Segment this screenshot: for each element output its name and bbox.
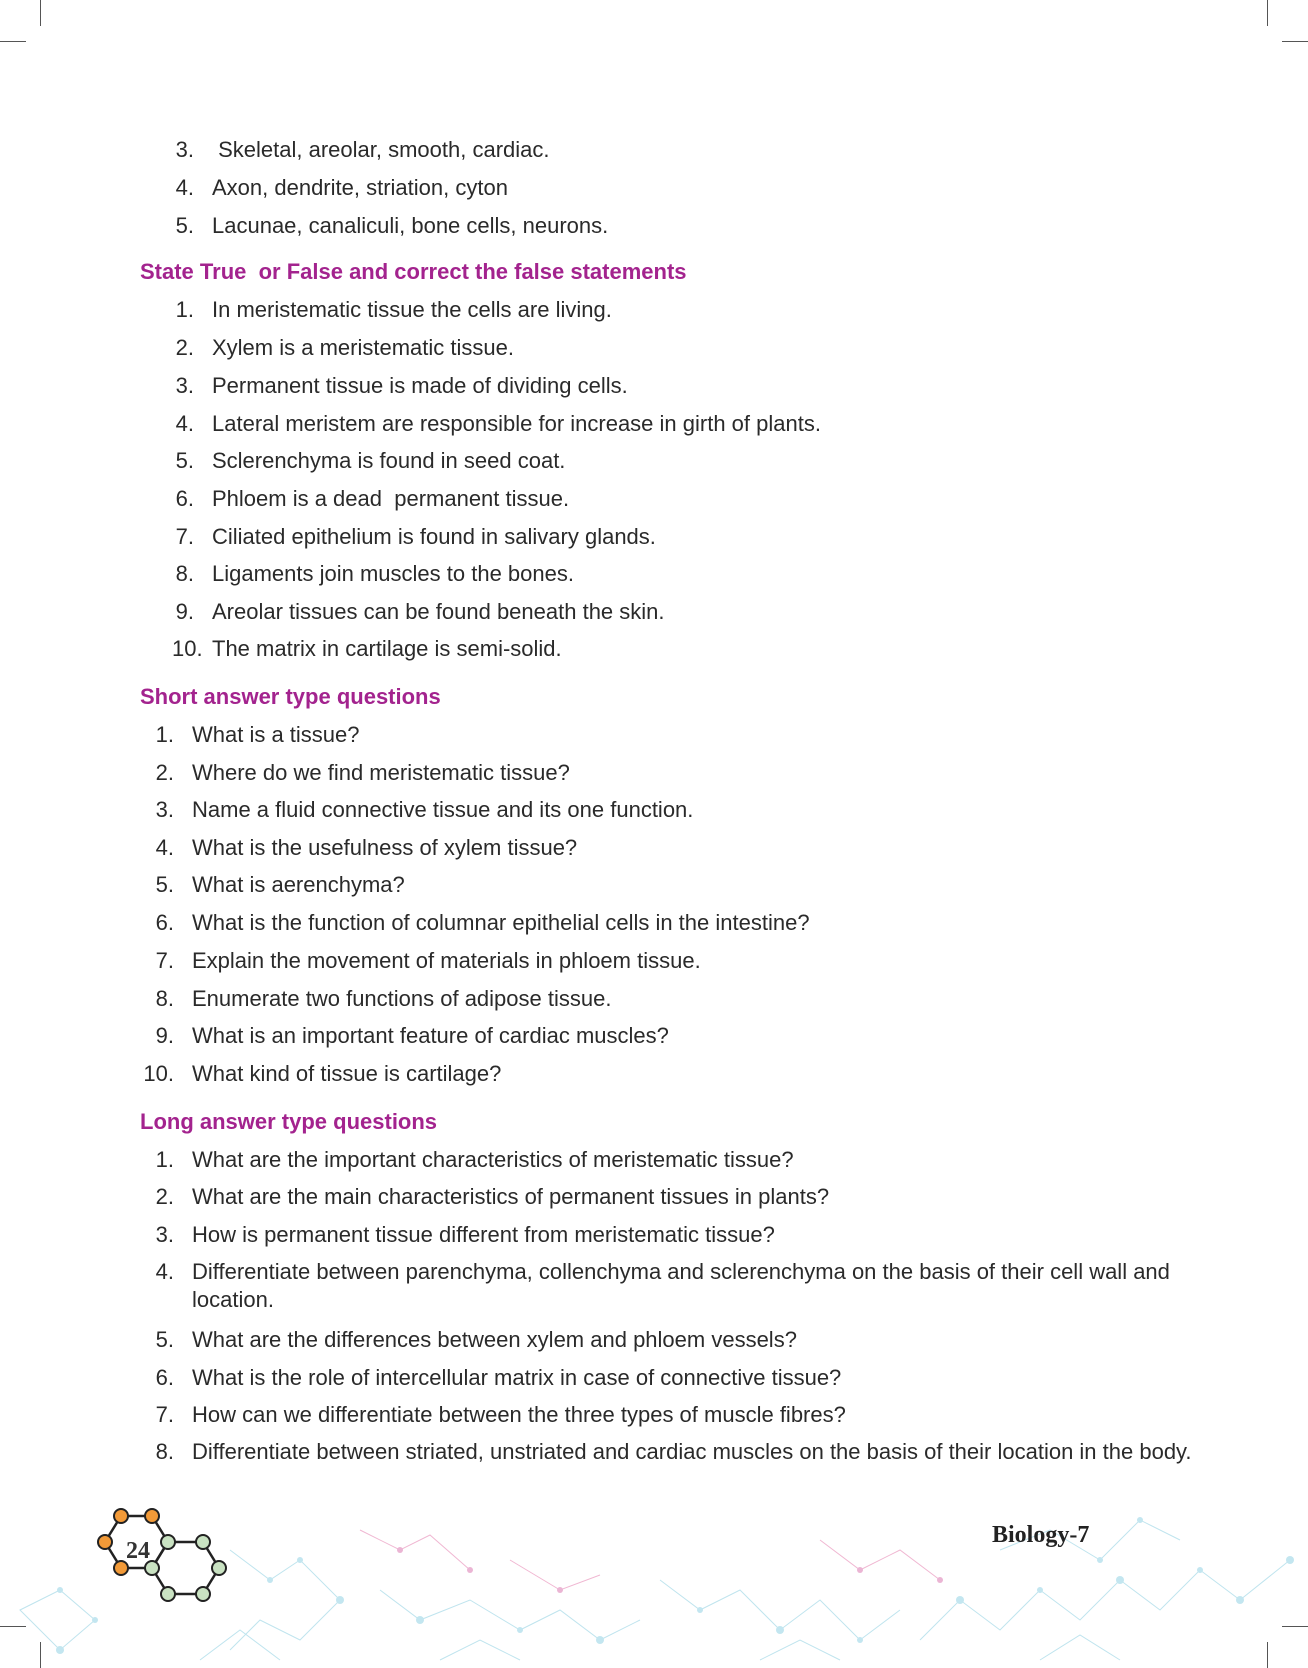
crop-mark-top-left-h — [0, 41, 26, 42]
item-text: Where do we find meristematic tissue? — [192, 760, 570, 785]
item-number: 2. — [155, 1184, 174, 1209]
item-text: How is permanent tissue different from meristematic tissue? — [192, 1222, 775, 1247]
item-number: 2. — [175, 335, 194, 360]
item-text: Xylem is a meristematic tissue. — [212, 335, 514, 360]
item-number: 7. — [155, 1402, 174, 1427]
item-number: 4. — [175, 411, 194, 436]
item-text: Ciliated epithelium is found in salivary glands. — [212, 524, 656, 549]
item-number: 5. — [155, 872, 174, 897]
item-text: What kind of tissue is cartilage? — [192, 1061, 502, 1086]
item-number: 8. — [155, 1439, 174, 1464]
item-text: What is the usefulness of xylem tissue? — [192, 835, 578, 860]
item-text: Phloem is a dead permanent tissue. — [212, 486, 570, 511]
item-text: What is the role of intercellular matrix in case of connective tissue? — [192, 1365, 842, 1390]
item-number: 1. — [155, 722, 174, 747]
item-text: Axon, dendrite, striation, cyton — [212, 175, 508, 200]
crop-mark-top-right-v — [1267, 0, 1268, 26]
item-text: What are the differences between xylem and phloem vessels? — [192, 1327, 797, 1352]
item-text: In meristematic tissue the cells are living. — [212, 297, 612, 322]
item-text: Differentiate between striated, unstriated and cardiac muscles on the basis of their location in the body. — [192, 1439, 1192, 1464]
item-number: 5. — [155, 1327, 174, 1352]
item-text: What are the main characteristics of permanent tissues in plants? — [192, 1184, 830, 1209]
item-number: 3. — [155, 797, 174, 822]
short-answer-heading: Short answer type questions — [140, 684, 441, 709]
crop-mark-top-left-v — [40, 0, 41, 26]
item-text: Areolar tissues can be found beneath the skin. — [212, 599, 665, 624]
item-text: What are the important characteristics of meristematic tissue? — [192, 1147, 794, 1172]
item-text: What is an important feature of cardiac muscles? — [192, 1023, 669, 1048]
item-number: 8. — [155, 986, 174, 1011]
item-number: 2. — [155, 760, 174, 785]
item-number: 4. — [175, 175, 194, 200]
item-text: Explain the movement of materials in phloem tissue. — [192, 948, 701, 973]
item-number: 7. — [155, 948, 174, 973]
item-number: 6. — [155, 910, 174, 935]
item-text: Name a fluid connective tissue and its one function. — [192, 797, 694, 822]
item-number: 7. — [175, 524, 194, 549]
item-text: Ligaments join muscles to the bones. — [212, 561, 574, 586]
item-text: Differentiate between parenchyma, collenchyma and sclerenchyma on the basis of their cell wall and location. — [192, 1259, 1170, 1312]
item-number: 5. — [175, 213, 194, 238]
item-text: How can we differentiate between the three types of muscle fibres? — [192, 1402, 846, 1427]
item-text: Permanent tissue is made of dividing cells. — [212, 373, 628, 398]
item-number: 6. — [155, 1365, 174, 1390]
item-number: 8. — [175, 561, 194, 586]
item-number: 10. — [172, 636, 203, 661]
item-number: 10. — [143, 1061, 174, 1086]
item-number: 1. — [175, 297, 194, 322]
item-number: 9. — [155, 1023, 174, 1048]
crop-mark-top-right-h — [1282, 41, 1308, 42]
item-number: 4. — [155, 1259, 174, 1284]
book-title: Biology-7 — [992, 1522, 1090, 1548]
item-number: 3. — [175, 137, 194, 162]
item-text: What is aerenchyma? — [192, 872, 405, 897]
item-text: What is the function of columnar epithelial cells in the intestine? — [192, 910, 810, 935]
true-false-heading: State True or False and correct the false statements — [140, 259, 687, 284]
item-number: 1. — [155, 1147, 174, 1172]
long-answer-heading: Long answer type questions — [140, 1109, 438, 1134]
item-text: What is a tissue? — [192, 722, 360, 747]
item-number: 3. — [175, 373, 194, 398]
item-text: Lateral meristem are responsible for increase in girth of plants. — [212, 411, 821, 436]
item-number: 6. — [175, 486, 194, 511]
item-text: Sclerenchyma is found in seed coat. — [212, 448, 566, 473]
item-number: 4. — [155, 835, 174, 860]
page-number: 24 — [126, 1538, 150, 1564]
item-text: Enumerate two functions of adipose tissue. — [192, 986, 612, 1011]
item-text: Skeletal, areolar, smooth, cardiac. — [212, 137, 550, 162]
item-number: 9. — [175, 599, 194, 624]
hexagon-badge-icon — [85, 1500, 245, 1610]
item-text: Lacunae, canaliculi, bone cells, neurons. — [212, 213, 609, 238]
item-text: The matrix in cartilage is semi-solid. — [212, 636, 562, 661]
item-number: 5. — [175, 448, 194, 473]
item-number: 3. — [155, 1222, 174, 1247]
